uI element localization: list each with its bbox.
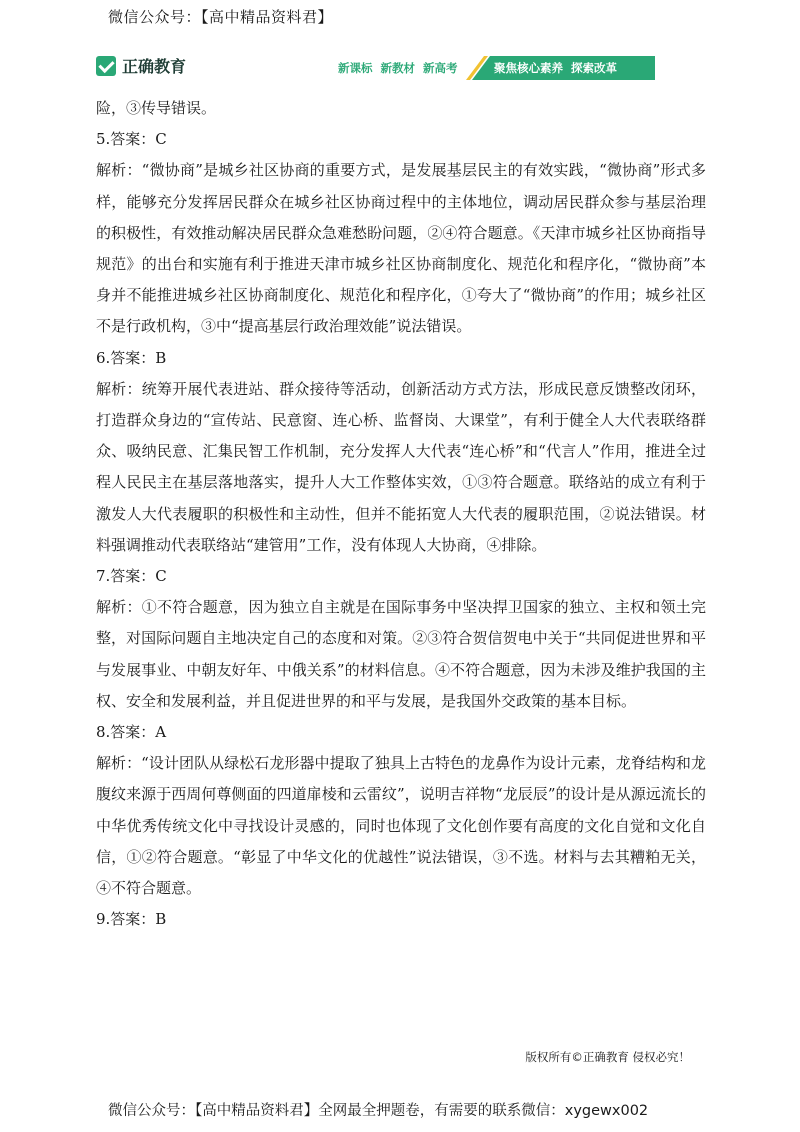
intro-line: 险，③传导错误。 — [96, 99, 217, 117]
answer-5: 5.答案：C — [96, 130, 167, 149]
logo-text: 正确教育 — [122, 57, 187, 76]
explanation-8: 解析：“设计团队从绿松石龙形器中提取了独具上古特色的龙鼻作为设计元素，龙脊结构和龙腹纹来源于西周何尊侧面的四道扉棱和云雷纹”，说明吉祥物“龙辰辰”的设计是从源远流长的中华优秀传统文化中寻找设计灵感的，同时也体现了文化创作要有高度的文化自觉和文化自信，①②符合题意。“彰显了中华文化的优越性”说法错误，③不选。材料与去其糟粕无关，④不符合题意。 — [96, 754, 706, 898]
slogan-left: 新课标 新教材 新高考 — [338, 61, 458, 75]
answer-9: 9.答案：B — [96, 910, 167, 929]
answer-content — [96, 93, 706, 935]
wechat-banner: 微信公众号：【高中精品资料君】 — [108, 8, 334, 26]
explanation-5: 解析：“微协商”是城乡社区协商的重要方式，是发展基层民主的有效实践，“微协商”形式多样，能够充分发挥居民群众在城乡社区协商过程中的主体地位，调动居民群众参与基层治理的积极性，有效推动解决居民群众急难愁盼问题，②④符合题意。《天津市城乡社区协商指导规范》的出台和实施有利于推进天津市城乡社区协商制度化、规范化和程序化，“微协商”本身并不能推进城乡社区协商制度化、规范化和程序化，①夸大了“微协商”的作用；城乡社区不是行政机构，③中“提高基层行政治理效能”说法错误。 — [96, 161, 706, 336]
answer-8: 8.答案：A — [96, 723, 167, 742]
explanation-6: 解析：统筹开展代表进站、群众接待等活动，创新活动方式方法，形成民意反馈整改闭环，打造群众身边的“宣传站、民意窗、连心桥、监督岗、大课堂”，有利于健全人大代表联络群众、吸纳民意、汇集民智工作机制，充分发挥人大代表“连心桥”和“代言人”作用，推进全过程人民民主在基层落地落实，提升人大工作整体实效，①③符合题意。联络站的成立有利于激发人大代表履职的积极性和主动性，但并不能拓宽人大代表的履职范围，②说法错误。材料强调推动代表联络站“建管用”工作，没有体现人大协商，④排除。 — [96, 379, 706, 554]
footer-contact: 微信公众号：【高中精品资料君】全网最全押题卷，有需要的联系微信：xygewx002 — [108, 1103, 649, 1119]
answer-7: 7.答案：C — [96, 567, 167, 586]
answer-6: 6.答案：B — [96, 348, 167, 367]
slogan-right: 聚焦核心素养 探索改革 — [494, 61, 618, 75]
copyright-notice: 版权所有©正确教育 侵权必究！ — [525, 1050, 690, 1064]
checkmark-icon — [96, 56, 116, 76]
explanation-7: 解析：①不符合题意，因为独立自主就是在国际事务中坚决捍卫国家的独立、主权和领土完整，对国际问题自主地决定自己的态度和对策。②③符合贺信贺电中关于“共同促进世界和平与发展事业、中朝友好年、中俄关系”的材料信息。④不符合题意，因为未涉及维护我国的主权、安全和发展利益，并且促进世界的和平与发展，是我国外交政策的基本目标。 — [96, 598, 706, 710]
brand-logo — [96, 54, 186, 77]
